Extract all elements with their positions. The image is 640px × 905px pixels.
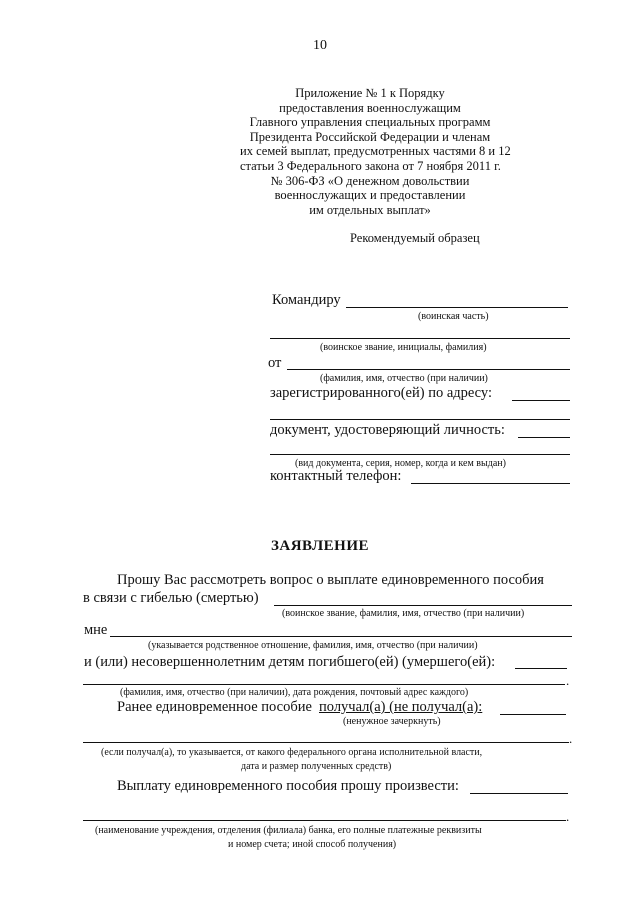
children-field-line[interactable] — [83, 684, 565, 685]
statement-paragraph-1: Прошу Вас рассмотреть вопрос о выплате единовременного пособия — [117, 572, 544, 588]
page-number: 10 — [313, 38, 327, 53]
header-line: № 306-ФЗ «О денежном довольствии — [270, 173, 470, 188]
rank-field-line[interactable] — [270, 338, 570, 339]
sample-label: Рекомендуемый образец — [350, 231, 480, 245]
hint-unit: (воинская часть) — [418, 311, 489, 322]
previous-benefit-label: Ранее единовременное пособие — [117, 699, 312, 715]
minors-line: и (или) несовершеннолетним детям погибшего(ей) (умершего(ей): — [84, 654, 496, 670]
hint-fio: (фамилия, имя, отчество (при наличии) — [320, 373, 488, 384]
phone-field-line[interactable] — [411, 483, 570, 484]
statement-title: ЗАЯВЛЕНИЕ — [270, 538, 370, 554]
statement-paragraph-1-line-2: в связи с гибелью (смертью) — [83, 590, 259, 606]
header-line: военнослужащих и предоставлении — [274, 188, 466, 203]
header-line: статьи 3 Федерального закона от 7 ноября 2011 г. — [240, 158, 501, 173]
header-line: Президента Российской Федерации и членам — [249, 129, 491, 144]
from-field-line[interactable] — [287, 369, 570, 370]
phone-label: контактный телефон: — [270, 468, 402, 484]
identity-document-label: документ, удостоверяющий личность: — [270, 422, 505, 438]
from-label: от — [268, 355, 282, 371]
payment-method-label: Выплату единовременного пособия прошу произвести: — [117, 778, 459, 794]
address-field-line-2[interactable] — [270, 419, 570, 420]
deceased-field-line[interactable] — [274, 605, 572, 606]
hint-document: (вид документа, серия, номер, когда и кем выдан) — [295, 458, 506, 469]
previous-benefit-options[interactable]: получал(а) (не получал(а): — [319, 699, 483, 715]
header-line: Приложение № 1 к Порядку — [295, 86, 445, 100]
hint-payment-1: (наименование учреждения, отделения (филиала) банка, его полные платежные реквизиты — [95, 825, 482, 836]
header-line: им отдельных выплат» — [309, 202, 431, 217]
me-label: мне — [84, 622, 108, 638]
header-line: предоставления военнослужащим — [279, 100, 461, 115]
registered-address-label: зарегистрированного(ей) по адресу: — [270, 385, 493, 401]
address-field-line[interactable] — [512, 400, 570, 401]
hint-if-received-1: (если получал(а), то указывается, от какого федерального органа исполнительной власти, — [101, 747, 483, 758]
to-commander-label: Командиру — [272, 292, 341, 308]
hint-if-received-2: дата и размер полученных средств) — [241, 761, 392, 772]
hint-relation: (указывается родственное отношение, фамилия, имя, отчество (при наличии) — [148, 640, 478, 651]
appendix-header — [240, 86, 511, 217]
payment-details-field-line[interactable] — [83, 820, 566, 821]
header-line: их семей выплат, предусмотренных частями 8 и 12 — [240, 144, 511, 159]
previous-benefit-field-line[interactable] — [500, 714, 566, 715]
unit-field-line[interactable] — [346, 307, 568, 308]
document-field-line-2[interactable] — [270, 454, 570, 455]
hint-strike-out: (ненужное зачеркнуть) — [343, 716, 441, 727]
hint-deceased: (воинское звание, фамилия, имя, отчество (при наличии) — [282, 608, 525, 619]
hint-rank: (воинское звание, инициалы, фамилия) — [320, 342, 487, 353]
relation-field-line[interactable] — [110, 636, 572, 637]
hint-payment-2: и номер счета; иной способ получения) — [228, 839, 397, 850]
hint-children: (фамилия, имя, отчество (при наличии), дата рождения, почтовый адрес каждого) — [120, 687, 469, 698]
minors-field-line[interactable] — [515, 668, 567, 669]
header-line: Главного управления специальных программ — [249, 115, 491, 130]
received-details-field-line[interactable] — [83, 742, 569, 743]
document-field-line[interactable] — [518, 437, 570, 438]
payment-field-line[interactable] — [470, 793, 568, 794]
